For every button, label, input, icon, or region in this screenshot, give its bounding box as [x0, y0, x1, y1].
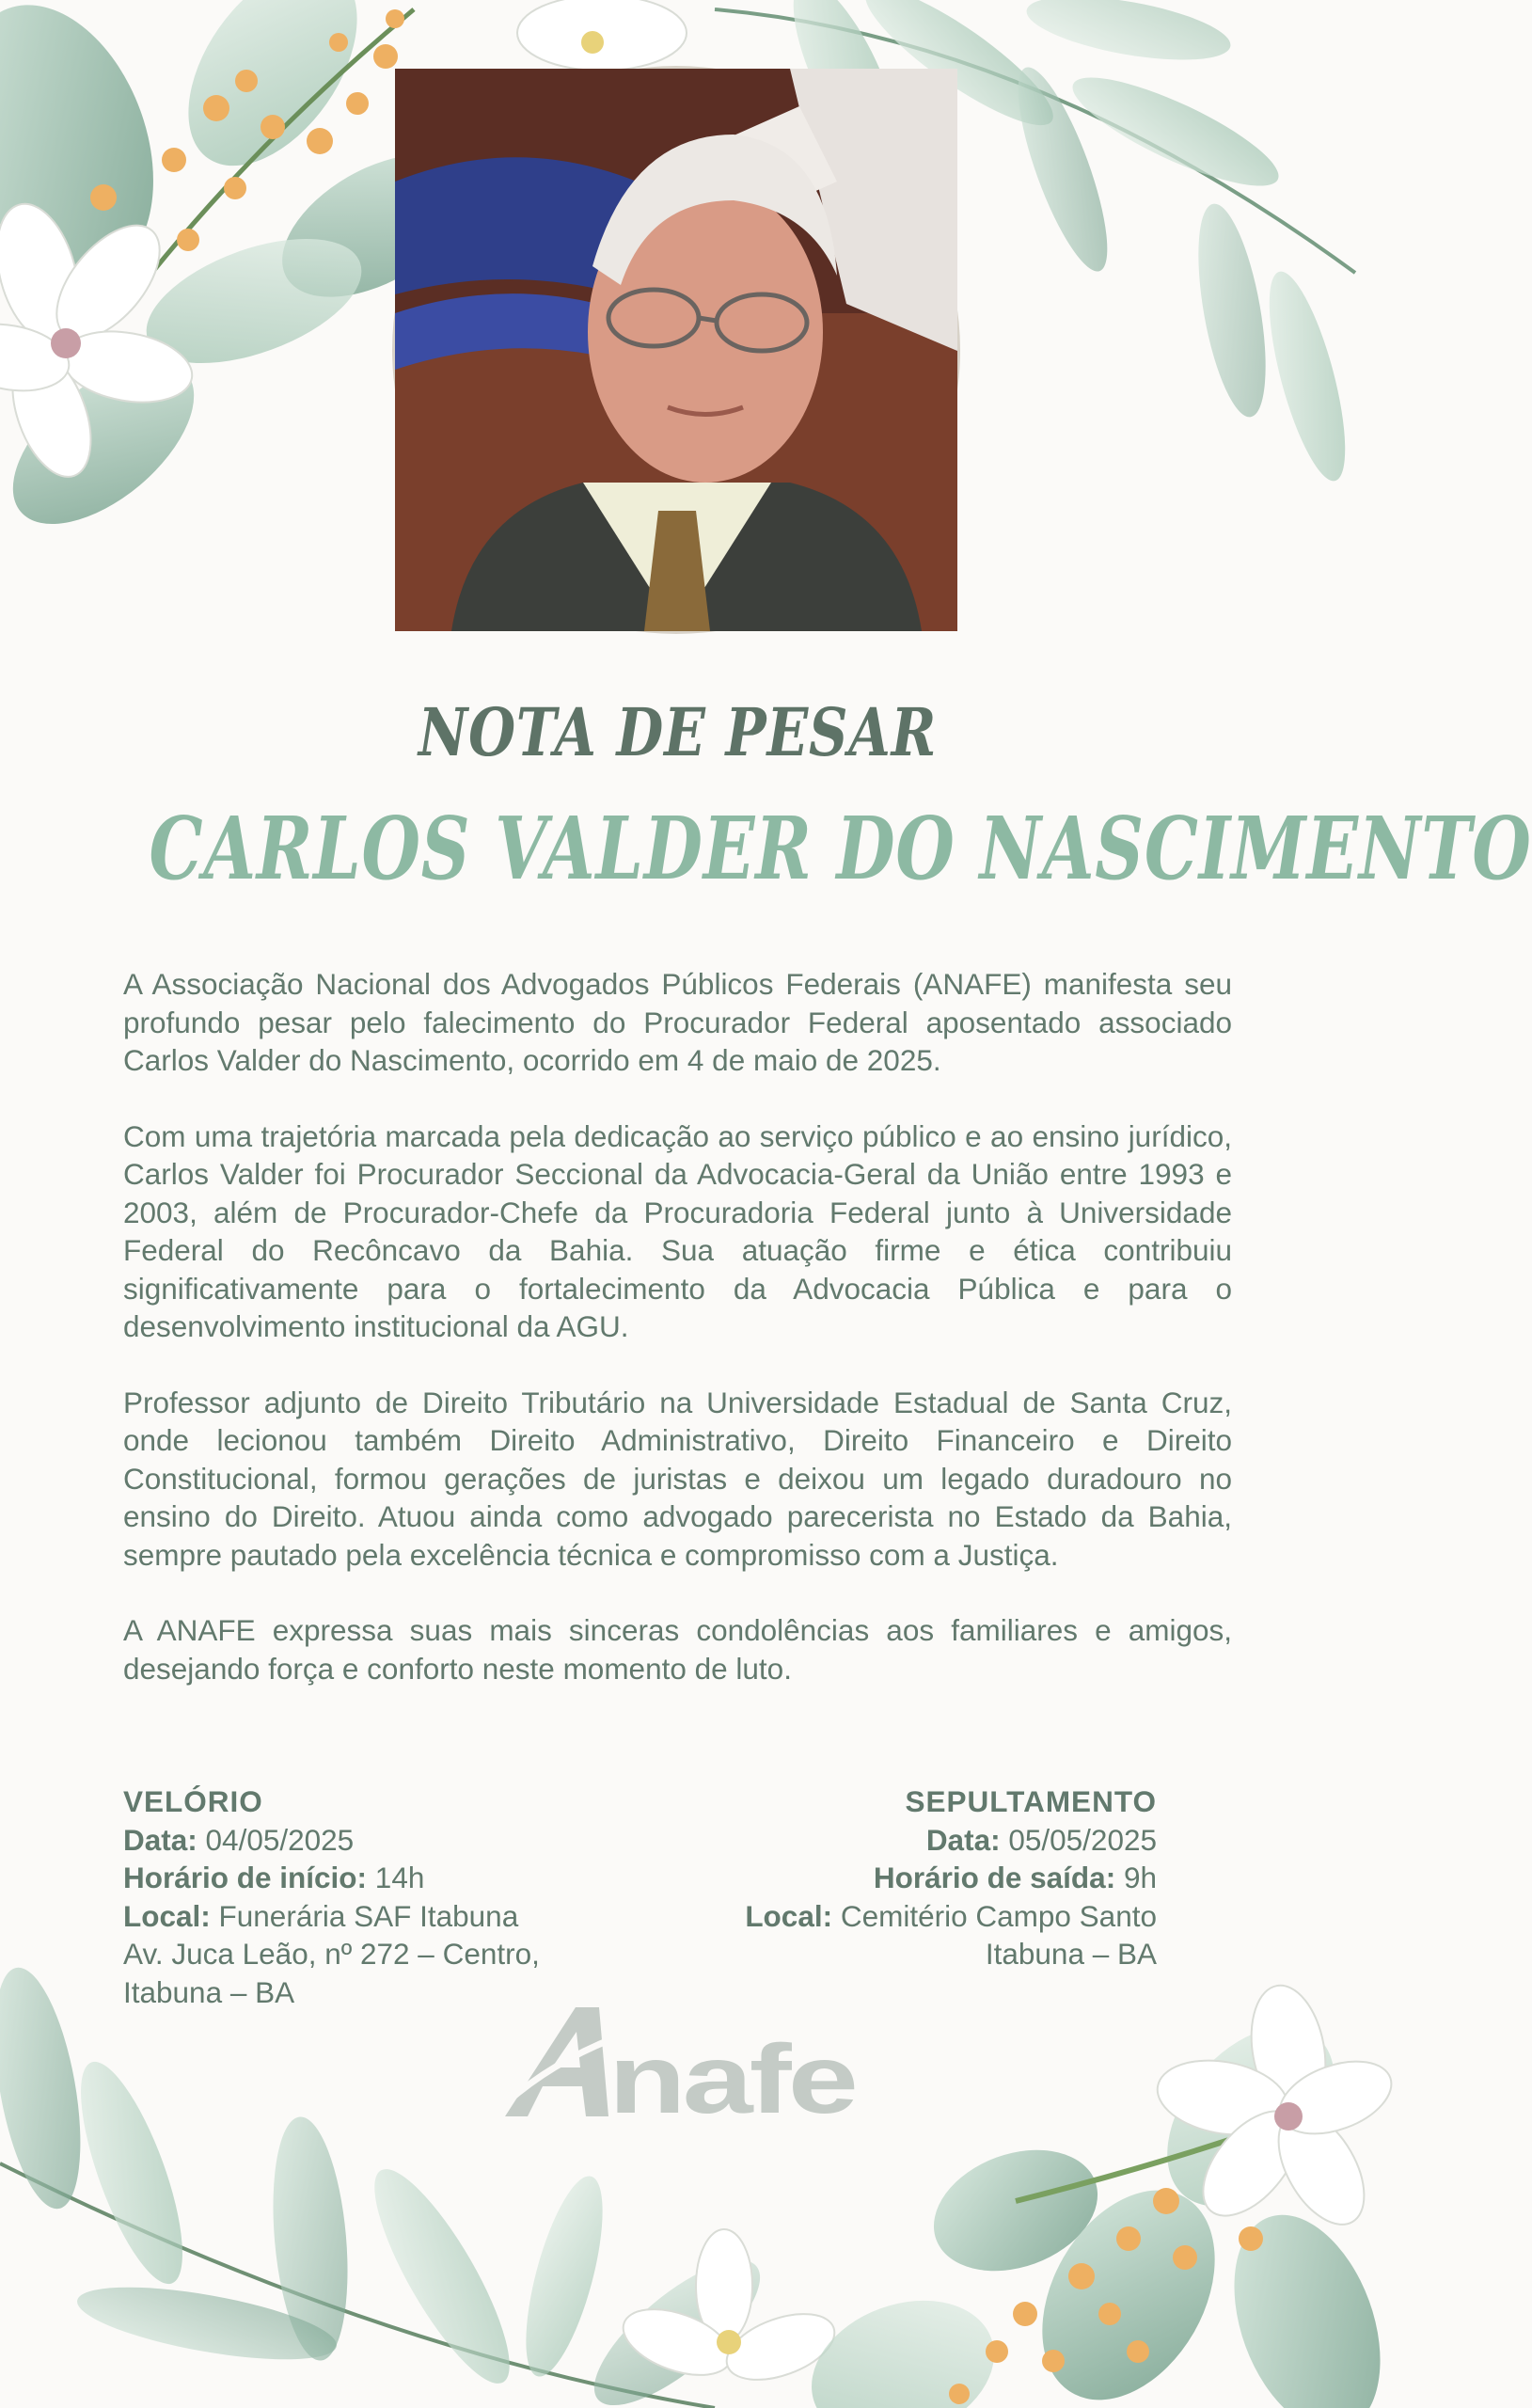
velorio-heading: VELÓRIO	[123, 1784, 263, 1818]
time-label: Horário de saída:	[873, 1861, 1116, 1894]
place-value: Cemitério Campo Santo	[840, 1898, 1157, 1933]
logo-text: nafe	[608, 2025, 856, 2134]
sepultamento-date	[630, 1821, 1157, 1860]
sepultamento-place	[630, 1897, 1157, 1936]
sepultamento-info	[630, 1782, 1157, 1973]
sepultamento-city: Itabuna – BA	[985, 1937, 1157, 1971]
page-title: NOTA DE PESAR	[418, 693, 938, 771]
date-label: Data:	[925, 1822, 1001, 1857]
velorio-date	[123, 1821, 612, 1860]
date-value: 04/05/2025	[205, 1822, 355, 1857]
date-value: 05/05/2025	[1008, 1822, 1157, 1857]
sepultamento-heading: SEPULTAMENTO	[905, 1784, 1157, 1818]
paragraph: A ANAFE expressa suas mais sinceras condolências aos familiares e amigos, desejando força e conforto neste momento de luto.	[123, 1613, 1232, 1686]
paragraph: Com uma trajetória marcada pela dedicação ao serviço público e ao ensino jurídico, Carlos Valder foi Procurador Seccional da Advocacia-Geral da União entre 1993 e 2003, além de Procurador-Chefe da Procuradoria Federal junto à Universidade Federal do Recôncavo da Bahia. Sua atuação firme e ética contribuiu significativamente para o fortalecimento da Advocacia Pública e para o desenvolvimento institucional da AGU.	[123, 1118, 1232, 1343]
portrait-photo-icon	[395, 69, 957, 631]
time-label: Horário de início:	[123, 1861, 368, 1894]
time-value: 14h	[374, 1861, 425, 1894]
announcement-body	[123, 965, 1232, 1725]
place-value: Funerária SAF Itabuna	[218, 1898, 519, 1933]
anafe-logo-icon	[496, 2002, 859, 2134]
place-label: Local:	[745, 1898, 833, 1933]
paragraph: A Associação Nacional dos Advogados Públicos Federais (ANAFE) manifesta seu profundo pesar pelo falecimento do Procurador Federal aposentado associado Carlos Valder do Nascimento, ocorrido em 4 de maio de 2025.	[123, 967, 1232, 1077]
velorio-address-line1: Av. Juca Leão, nº 272 – Centro,	[123, 1937, 540, 1971]
date-label: Data:	[123, 1822, 197, 1857]
sepultamento-time	[630, 1859, 1157, 1897]
paragraph: Professor adjunto de Direito Tributário na Universidade Estadual de Santa Cruz, onde lecionou também Direito Administrativo, Direito Financeiro e Direito Constitucional, formou gerações de juristas e deixou um legado duradouro no ensino do Direito. Atuou ainda como advogado parecerista no Estado da Bahia, sempre pautado pela excelência técnica e compromisso com a Justiça.	[123, 1385, 1232, 1572]
time-value: 9h	[1123, 1861, 1157, 1894]
anafe-logo	[496, 2002, 859, 2134]
velorio-address-line2: Itabuna – BA	[123, 1974, 295, 2009]
place-label: Local:	[123, 1898, 211, 1933]
memorial-portrait-photo	[395, 69, 957, 631]
velorio-place	[123, 1897, 612, 1936]
deceased-name: CARLOS VALDER DO NASCIMENTO	[149, 798, 1532, 899]
velorio-time	[123, 1859, 612, 1897]
velorio-info	[123, 1782, 612, 2011]
